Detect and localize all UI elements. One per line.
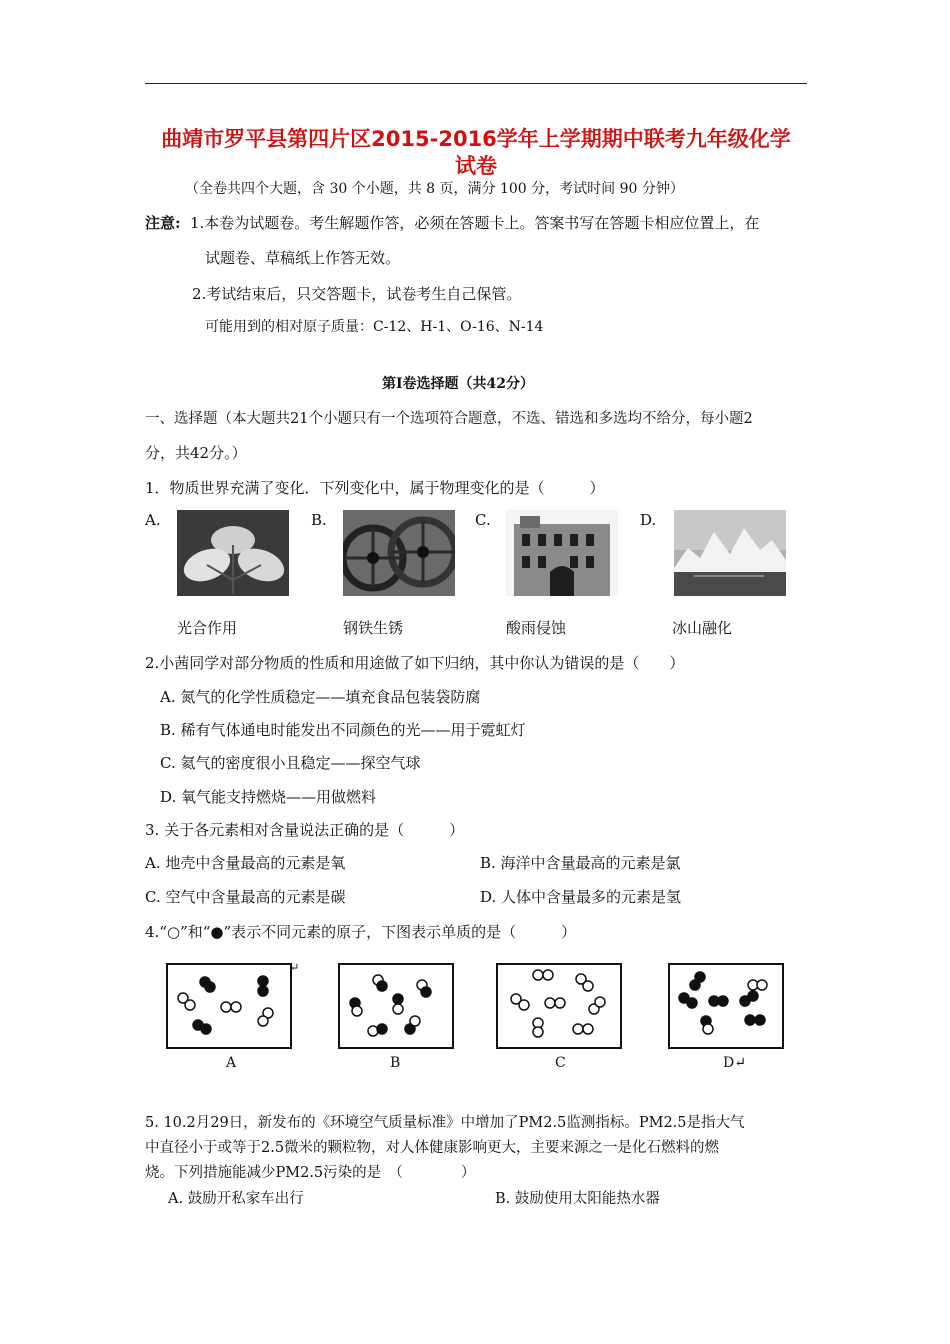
rusty-wheels-photo — [343, 510, 455, 596]
atomic-mass-note: 可能用到的相对原子质量：C-12、H-1、O-16、N-14 — [205, 319, 544, 335]
q2-option-c: C. 氦气的密度很小且稳定——探空气球 — [160, 754, 421, 772]
q1-option-b-letter: B. — [311, 511, 327, 529]
molecule-box-c — [496, 963, 622, 1049]
molecule-label-b: B — [390, 1055, 401, 1071]
section-intro-cont: 分，共42分。） — [145, 444, 247, 462]
q5-stem-line3: 烧。下列措施能减少PM2.5污染的是 （ ） — [145, 1165, 476, 1181]
q1-option-b-caption: 钢铁生锈 — [343, 619, 404, 637]
q1-option-a-letter: A. — [145, 511, 161, 529]
return-mark: ↵ — [290, 961, 300, 974]
molecule-label-c: C — [555, 1055, 566, 1071]
iceberg-photo — [674, 510, 786, 596]
section-intro: 一、选择题（本大题共21个小题只有一个选项符合题意，不选、错选和多选均不给分，每小题2 — [145, 411, 753, 427]
q1-option-d-letter: D. — [640, 511, 657, 529]
molecule-label-a: A — [226, 1055, 237, 1071]
q3-option-b: B. 海洋中含量最高的元素是氯 — [480, 854, 681, 872]
notice-item1: 1.本卷为试题卷。考生解题作答，必须在答题卡上。答案书写在答题卡相应位置上，在 — [190, 214, 760, 232]
leaf-photo — [177, 510, 289, 596]
q1-option-a-caption: 光合作用 — [177, 619, 238, 637]
notice-item1-cont: 试题卷、草稿纸上作答无效。 — [205, 249, 401, 267]
q3-option-a: A. 地壳中含量最高的元素是氧 — [145, 854, 346, 872]
q1-stem: 1．物质世界充满了变化．下列变化中，属于物理变化的是（ ） — [145, 479, 605, 497]
q5-stem-line2: 中直径小于或等于2.5微米的颗粒物，对人体健康影响更大，主要来源之一是化石燃料的燃 — [145, 1140, 720, 1156]
molecule-label-d: D↵ — [723, 1055, 746, 1071]
q5-stem-line1: 5. 10.2月29日，新发布的《环境空气质量标准》中增加了PM2.5监测指标。PM2.5是指大气 — [145, 1115, 745, 1131]
molecule-box-d — [668, 963, 784, 1049]
q2-option-a: A. 氮气的化学性质稳定——填充食品包装袋防腐 — [160, 688, 481, 706]
molecule-box-b — [338, 963, 454, 1049]
q1-option-d-caption: 冰山融化 — [672, 619, 733, 637]
exam-title-line2: 试卷 — [455, 154, 497, 178]
q5-option-b: B. 鼓励使用太阳能热水器 — [495, 1191, 660, 1207]
eroded-building-photo — [506, 510, 618, 596]
q3-option-d: D. 人体中含量最多的元素是氢 — [480, 888, 682, 906]
header-rule — [145, 83, 807, 84]
q4-stem: 4.“○”和“●”表示不同元素的原子，下图表示单质的是（ ） — [145, 923, 577, 941]
notice-item2: 2.考试结束后，只交答题卡，试卷考生自己保管。 — [192, 285, 522, 303]
q1-option-c-caption: 酸雨侵蚀 — [506, 619, 567, 637]
notice-label: 注意: — [145, 214, 181, 232]
q1-option-c-letter: C. — [475, 511, 491, 529]
molecule-box-a — [166, 963, 292, 1049]
q3-stem: 3. 关于各元素相对含量说法正确的是（ ） — [145, 821, 465, 839]
q2-option-d: D. 氧气能支持燃烧——用做燃料 — [160, 788, 377, 806]
q2-option-b: B. 稀有气体通电时能发出不同颜色的光——用于霓虹灯 — [160, 721, 526, 739]
exam-title: 曲靖市罗平县第四片区2015-2016学年上学期期中联考九年级化学 — [161, 127, 791, 151]
exam-subtitle: （全卷共四个大题，含 30 个小题，共 8 页，满分 100 分，考试时间 90 分钟） — [185, 181, 684, 197]
q3-option-c: C. 空气中含量最高的元素是碳 — [145, 888, 346, 906]
q5-option-a: A. 鼓励开私家车出行 — [168, 1191, 304, 1207]
q2-stem: 2.小茜同学对部分物质的性质和用途做了如下归纳，其中你认为错误的是（ ） — [145, 654, 685, 672]
section-heading: 第Ⅰ卷选择题（共42分） — [382, 376, 535, 392]
